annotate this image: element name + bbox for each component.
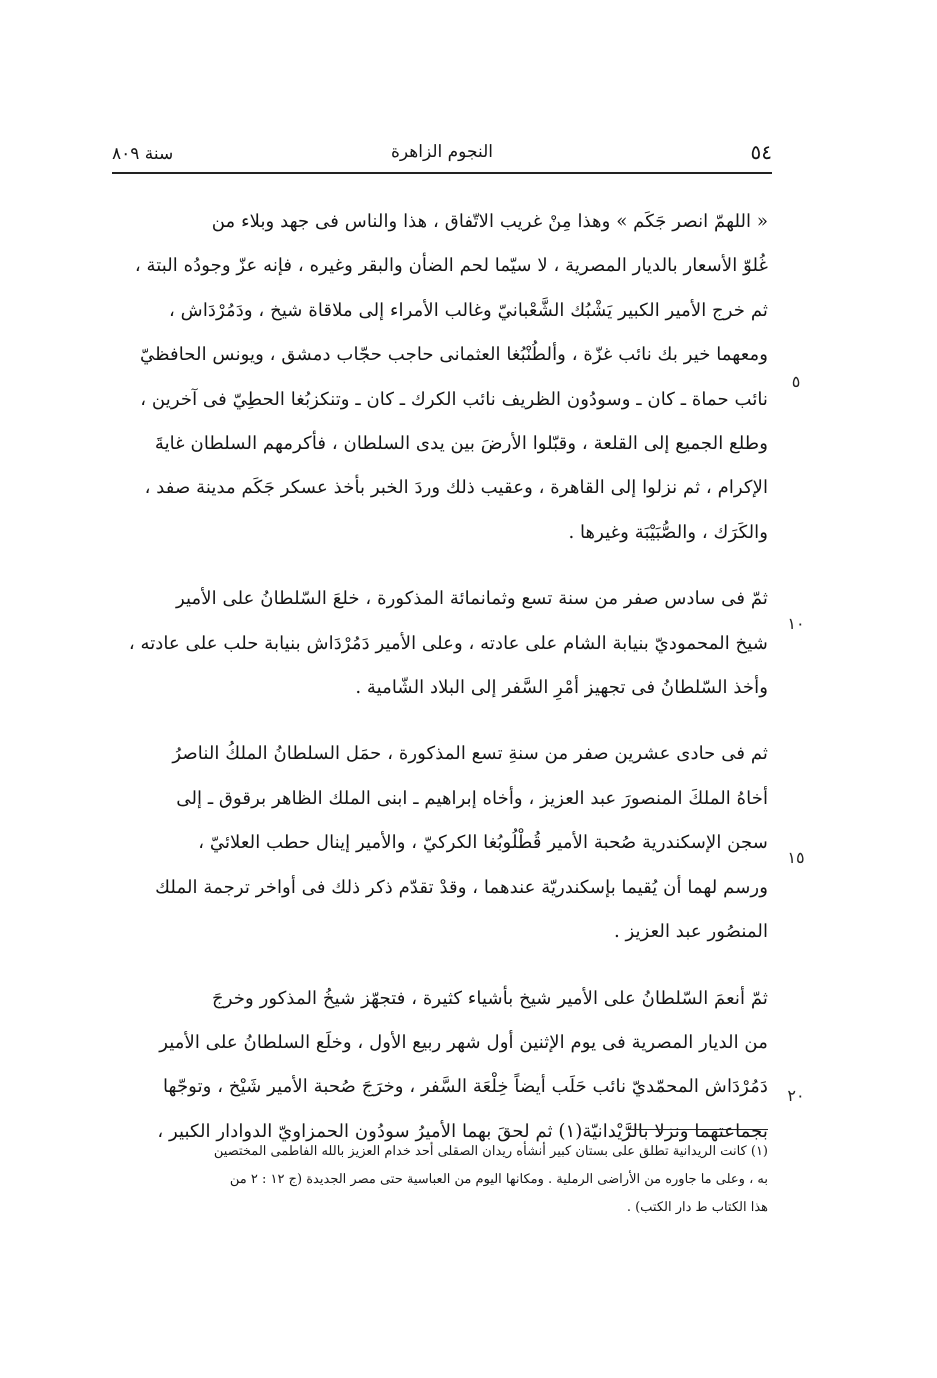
line-number: ١٠	[787, 614, 805, 633]
text-line: « اللهمّ انصر جَكَم » وهذا مِنْ غريب الاتّفاق ، هذا والناس فى جهد وبلاء من	[211, 211, 768, 232]
paragraph-2	[128, 577, 768, 710]
text-line: المنصُور عبد العزيز .	[613, 921, 768, 943]
header-rule	[112, 172, 772, 174]
text-line: وطلع الجميع إلى القلعة ، وقبّلوا الأرضَ بين يدى السلطان ، فأكرمهم السلطان غايةَ	[154, 433, 768, 455]
text-line: ثم فى حادى عشرين صفر من سنةِ تسع المذكورة ، حمَل السلطانُ الملكُ الناصرُ	[172, 743, 768, 765]
year-label: سنة ٨٠٩	[112, 144, 174, 164]
text-line: شيخ المحموديّ بنيابة الشام على عادته ، وعلى الأمير دَمُرْدَاش بنيابة حلب على عادته ،	[128, 632, 768, 654]
text-line: وأخذ السّلطانُ فى تجهيز أمْرِ السَّفر إلى البلاد الشّامية .	[355, 677, 768, 699]
footnote-line: هذا الكتاب ط دار الكتب) .	[626, 1200, 768, 1215]
text-line: ثمّ أنعمَ السّلطانُ على الأمير شيخ بأشياء كثيرة ، فتجهّز شيخُ المذكور وخرجَ	[212, 987, 768, 1009]
footnote-rule	[628, 1129, 768, 1130]
text-line: الإكرام ، ثم نزلوا إلى القاهرة ، وعقيب ذلك وردَ الخبر بأخذ عسكر جَكَم مدينة صفد ،	[144, 477, 768, 499]
line-number: ٥	[791, 372, 801, 391]
line-number: ١٥	[787, 848, 805, 867]
text-line: ثمّ فى سادس صفر من سنة تسع وثمانمائة المذكورة ، خلعَ السّلطانُ على الأمير	[175, 588, 768, 610]
running-title: النجوم الزاهرة	[391, 142, 493, 162]
footnote-line: (١) كانت الريدانية تطلق على بستان كبير أنشأه ريدان الصقلى أحد خدام العزيز بالله الفاطمى المختصين	[213, 1144, 768, 1159]
footnote	[100, 1138, 768, 1222]
footnote-line: به ، وعلى ما جاوره من الأراضى الرملية . ومكانها اليوم من العباسية حتى مصر الجديدة (ج ١٢ : ٢ من	[229, 1172, 768, 1187]
line-number: ٢٠	[787, 1086, 805, 1105]
text-line: ثم خرج الأمير الكبير يَشْبُك الشَّعْبانيّ وغالب الأمراء إلى ملاقاة شيخ ، ودَمُرْدَاش ،	[168, 299, 768, 321]
text-line: أخاهُ الملكَ المنصورَ عبد العزيز ، وأخاه إبراهيم ـ ابنى الملك الظاهر برقوق ـ إلى	[176, 787, 768, 809]
text-line: دَمُرْدَاش المحمّديّ نائب حَلَب أيضاً خِلْعَة السَّفر ، وخرَجَ صُحبة الأمير شَيْخ ، وتوجّها	[163, 1076, 768, 1098]
paragraph-3	[128, 732, 768, 954]
paragraph-1	[128, 200, 768, 555]
text-line: بجماعتهما ونزلا بالرَّيْدانيّة(١) ثم لحقَ بهما الأميرُ سودُون الحمزاويّ الدوادار الكبير ،	[157, 1120, 768, 1142]
main-text	[128, 200, 768, 1176]
text-line: غُلوّ الأسعار بالديار المصرية ، لا سيّما لحم الضأن والبقر وغيره ، فإنه عزّ وجودُه البتة ،	[134, 255, 768, 277]
text-line: والكَرَك ، والصُّبَيْبَة وغيرها .	[568, 521, 768, 543]
text-line: سجن الإسكندرية صُحبة الأمير قُطْلُوبُغا الكركيّ ، والأمير إينال حطب العلائيّ ،	[198, 832, 768, 854]
page-number: ٥٤	[750, 140, 772, 164]
paragraph-4	[128, 977, 768, 1155]
page-header	[112, 138, 772, 170]
text-line: نائب حماة ـ كان ـ وسودُون الظريف نائب الكرك ـ كان ـ وتنكزبُغا الحطِيّ فى آخرين ،	[140, 388, 768, 410]
text-line: ومعهما خير بك نائب غزّة ، وألطُنْبُغا العثمانى حاجب حجّاب دمشق ، ويونس الحافظيّ	[139, 344, 768, 366]
text-line: من الديار المصرية فى يوم الإثنين أول شهر ربيع الأول ، وخلَع السلطانُ على الأمير	[159, 1031, 768, 1053]
text-line: ورسم لهما أن يُقيما بإسكندريّة عندهما ، وقدْ تقدّم ذكر ذلك فى أواخر ترجمة الملك	[155, 876, 768, 898]
